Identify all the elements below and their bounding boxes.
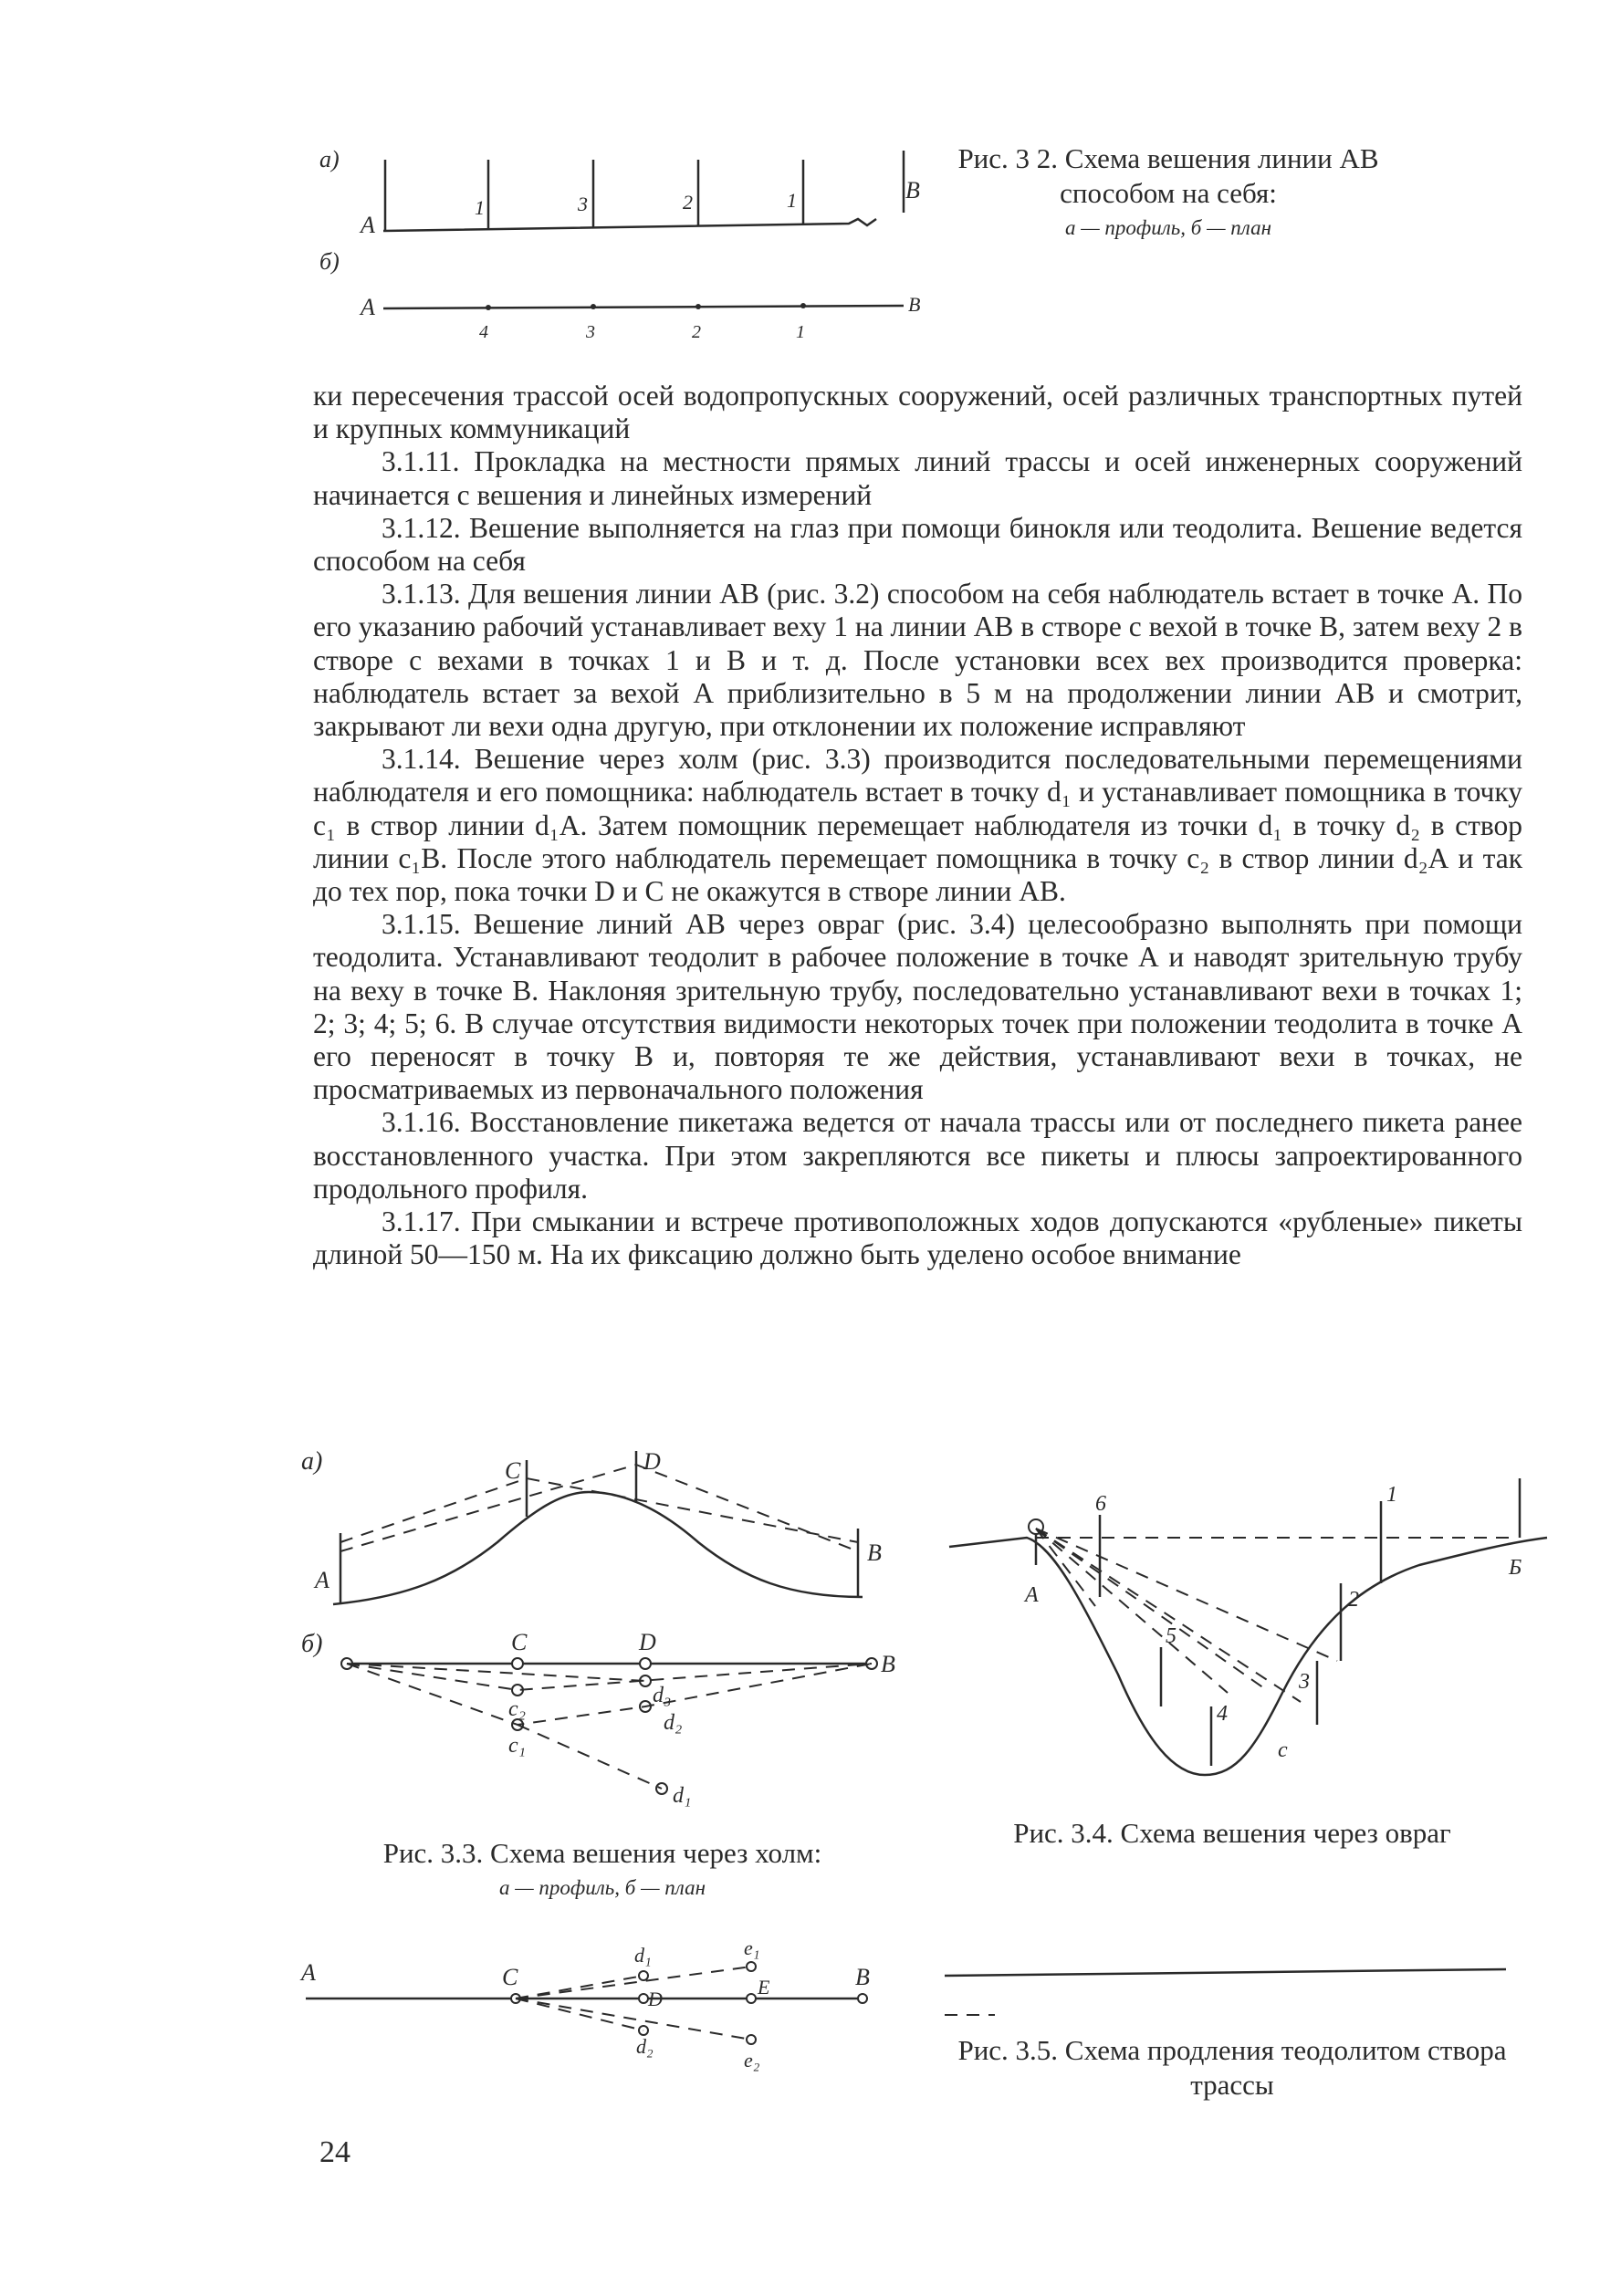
fig33-label-A: А [315, 1567, 329, 1593]
fig35-label-E: Е [758, 1976, 770, 1999]
fig35-label-D: D [648, 1988, 663, 2010]
fig32-label-A-plan: А [361, 294, 375, 320]
fig32-caption-title: Рис. 3 2. Схема вешения линии АВ способом на себя: [957, 142, 1379, 209]
fig33-plan-D: D [639, 1629, 656, 1655]
fig34-caption [940, 1816, 1524, 1851]
fig35-label-e1: e₁ [744, 1936, 760, 1959]
fig34-label-c: с [1278, 1738, 1288, 1762]
paragraph: 3.1.11. Прокладка на местности прямых линий трассы и осей инженерных сооружений начинается с вешения и линейных измерений [313, 445, 1522, 511]
paragraph: ки пересечения трассой осей водопропускных сооружений, осей различных транспортных путей и крупных коммуникаций [313, 380, 1522, 445]
fig33-plan-B: В [881, 1651, 895, 1677]
fig32-pole-2: 2 [683, 191, 693, 214]
fig32-plan-2: 2 [692, 322, 701, 342]
fig32-caption-sub: а — профиль, б — план [1064, 216, 1271, 239]
fig35-caption-title: Рис. 3.5. Схема продления теодолитом створа трассы [957, 2034, 1507, 2101]
paragraph: 3.1.12. Вешение выполняется на глаз при помощи бинокля или теодолита. Вешение ведется способом на себя [313, 511, 1522, 578]
fig33-caption-title: Рис. 3.3. Схема вешения через холм: [382, 1837, 822, 1869]
fig32-pole-1b: 1 [787, 189, 797, 212]
fig33-plan-d3: d₃ [653, 1684, 672, 1707]
page-number: 24 [319, 2135, 350, 2169]
fig32-plan-B: В [908, 293, 921, 316]
fig35-label-e2: e₂ [744, 2049, 760, 2072]
body-text [313, 380, 1522, 1271]
fig34-label-2: 2 [1348, 1588, 1359, 1612]
fig32-caption [940, 141, 1396, 245]
fig33-plan-C: С [511, 1629, 528, 1655]
fig34-label-3: 3 [1299, 1670, 1310, 1694]
fig33-caption-sub: а — профиль, б — план [498, 1876, 706, 1899]
fig33-label-a: а) [301, 1447, 323, 1476]
fig32-plan-3: 3 [586, 322, 595, 342]
fig32-plan-1: 1 [796, 322, 805, 342]
paragraph: 3.1.13. Для вешения линии АВ (рис. 3.2) способом на себя наблюдатель встает в точке А. По его указанию рабочий устанавливает веху 1 на линии АВ в створе с вехой в точке В, затем веху 2 в створе с вехами в точках 1 и В и т. д. После установки всех вех производится проверка: наблюдатель встает за вехой А приблизительно в 5 м на продолжении линии АВ и смотрит, закрывают ли вехи одна другую, при отклонении их положение исправляют [313, 578, 1522, 743]
figure-3-5 [297, 1936, 899, 2099]
fig35-caption [940, 2033, 1524, 2103]
fig34-label-1: 1 [1386, 1483, 1397, 1507]
fig32-plan-4: 4 [479, 322, 488, 342]
fig35-label-A: А [301, 1959, 316, 1986]
fig34-label-4: 4 [1217, 1702, 1228, 1726]
paragraph: 3.1.14. Вешение через холм (рис. 3.3) производится последовательными перемещениями наблюдателя и его помощника: наблюдатель встает в точку d₁ и устанавливает помощника в точку c₁ в створ линии d₁А. Затем помощник перемещает наблюдателя из точки d₁ в точку d₂ в створ линии c₁В. После этого наблюдатель перемещает помощника в точку c₂ в створ линии d₂А и так до тех пор, пока точки D и С не окажутся в створе линии АВ. [313, 743, 1522, 908]
paragraph: 3.1.15. Вешение линий АВ через овраг (рис. 3.4) целесообразно выполнять при помощи теодолита. Устанавливают теодолит в рабочее положение в точке А и наводят зрительную трубу на веху в точке В. Наклоняя зрительную трубу, последовательно устанавливают вехи в точках 1; 2; 3; 4; 5; 6. В случае отсутствия видимости некоторых точек при положении теодолита в точке А его переносят в точку В и, повторяя те же действия, устанавливают вехи в точках, не просматриваемых из первоначального положения [313, 908, 1522, 1106]
fig35-rule-lines [940, 1962, 1524, 2017]
fig33-plan-c2: c₂ [508, 1697, 526, 1721]
fig35-label-B: В [855, 1964, 870, 1990]
fig32-label-A-profile: А [361, 212, 375, 238]
fig35-label-d2: d₂ [636, 2035, 654, 2058]
fig35-label-C: С [502, 1964, 518, 1990]
figure-3-4 [945, 1474, 1556, 1793]
fig34-label-A: А [1025, 1583, 1039, 1607]
fig32-pole-1: 1 [475, 196, 485, 219]
figure-3-3 [297, 1442, 899, 1825]
fig34-label-6: 6 [1095, 1492, 1106, 1516]
fig33-label-D: D [643, 1448, 661, 1475]
fig33-plan-d2: d₂ [664, 1711, 683, 1735]
fig32-label-a: а) [319, 146, 340, 172]
fig35-label-d1: d₁ [634, 1944, 652, 1967]
fig34-label-5: 5 [1166, 1624, 1177, 1648]
fig33-label-b: б) [301, 1630, 323, 1658]
fig33-label-B: В [867, 1539, 882, 1566]
fig33-plan-d1: d₁ [673, 1784, 692, 1808]
fig34-label-B: Б [1509, 1556, 1522, 1580]
fig32-label-b: б) [319, 248, 340, 275]
fig32-label-B-profile: В [905, 177, 920, 204]
paragraph: 3.1.16. Восстановление пикетажа ведется от начала трассы или от последнего пикета ранее восстановленного участка. При этом закрепляются все пикеты и плюсы запроектированного продольного профиля. [313, 1106, 1522, 1205]
figure-3-2 [319, 141, 922, 351]
fig33-label-C: С [505, 1457, 521, 1484]
fig34-caption-title: Рис. 3.4. Схема вешения через овраг [1013, 1817, 1451, 1849]
fig33-plan-c1: c₁ [508, 1734, 526, 1758]
paragraph: 3.1.17. При смыкании и встрече противоположных ходов допускаются «рубленые» пикеты длиной 50—150 м. На их фиксацию должно быть уделено особое внимание [313, 1205, 1522, 1271]
fig32-pole-3: 3 [578, 193, 588, 215]
fig33-caption [301, 1836, 904, 1905]
